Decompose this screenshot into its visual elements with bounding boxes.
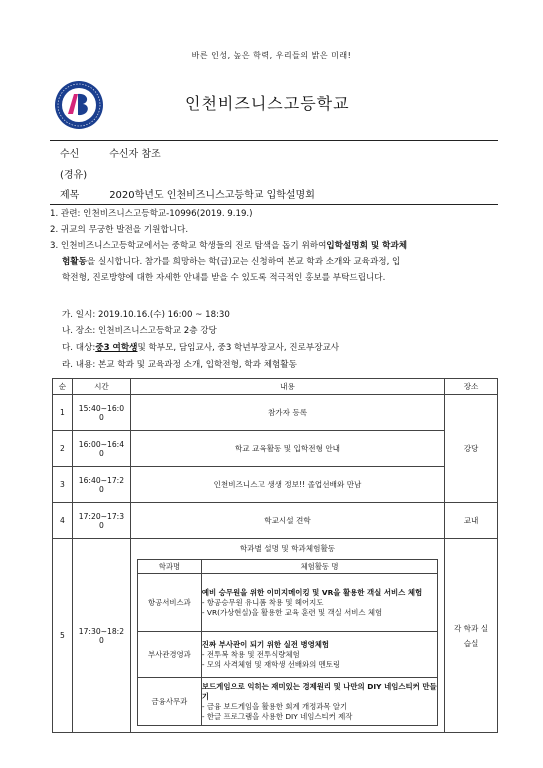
row-place: 각 학과 실습실 <box>445 539 498 733</box>
detail-target-prefix: 다. 대상: <box>62 343 96 353</box>
detail-date: 가. 일시: 2019.10.16.(수) 16:00 ~ 18:30 <box>62 310 230 320</box>
table-row <box>53 503 498 539</box>
detail-place: 나. 장소: 인천비즈니스고등학교 2층 강당 <box>62 326 217 336</box>
detail-target-highlight: 중3 여학생 <box>95 343 138 353</box>
row-place: 강당 <box>445 395 498 503</box>
row-no: 5 <box>53 539 73 733</box>
detail-target-suffix: 및 학부모, 담임교사, 중3 학년부장교사, 진로부장교사 <box>137 343 340 353</box>
activity-dept: 부사관경영과 <box>137 632 201 678</box>
table-header-row <box>53 379 498 395</box>
activity-desc: 예비 승무원을 위한 이미지메이킹 및 VR을 활용한 객실 서비스 체험 - 항공승무원 유니폼 착용 및 헤어지도 - VR(가상현실)을 활용한 교육 훈련 및 객실 서비스 체험 <box>201 574 437 632</box>
row-content: 인천비즈니스고 생생 정보!! 졸업선배와 만남 <box>130 467 444 503</box>
row-content <box>130 539 444 733</box>
activity-desc: 보드게임으로 익히는 재미있는 경제원리 및 나만의 DIY 네임스티커 만들기 - 금융 보드게임을 활용한 회계 개정과목 알기 - 한글 프로그램을 사용한 DIY 네임스티커 제작 <box>201 678 437 726</box>
row-5-title: 학과별 설명 및 학과체험활동 <box>239 544 336 553</box>
row-time: 17:30~18:2 0 <box>72 539 130 733</box>
divider <box>50 204 498 205</box>
header-time: 시간 <box>72 379 130 395</box>
body-item-1: 1. 관련: 인천비즈니스고등학교-10996(2019. 9.19.) <box>50 209 253 219</box>
recipient-label: 수신 <box>60 149 80 160</box>
table-row <box>53 539 498 733</box>
subject-value: 2020학년도 인천비즈니스고등학교 입학설명회 <box>109 190 315 201</box>
row-no: 1 <box>53 395 73 431</box>
schedule-table <box>52 378 498 733</box>
school-emblem-icon <box>54 80 104 130</box>
body-item-3-emphasis-2: 험활동 <box>62 257 87 267</box>
header-content: 내용 <box>130 379 444 395</box>
activity-table <box>137 559 438 726</box>
activity-header-dept: 학과명 <box>137 560 201 574</box>
row-place: 교내 <box>445 503 498 539</box>
via-row <box>60 166 87 181</box>
activity-header-row <box>137 560 437 574</box>
body-item-3-line2 <box>62 255 512 269</box>
via-label: (경유) <box>60 170 88 181</box>
body-item-3-text: 3. 인천비즈니스고등학교에서는 중학교 학생들의 진로 탐색을 돕기 위하여 <box>50 241 327 251</box>
recipient-value: 수신자 참조 <box>109 149 161 160</box>
header-no: 순 <box>53 379 73 395</box>
activity-header-name: 체험활동 명 <box>201 560 437 574</box>
row-time: 16:40~17:2 0 <box>72 467 130 503</box>
row-time: 15:40~16:0 0 <box>72 395 130 431</box>
body-item-2: 2. 귀교의 무궁한 발전을 기원합니다. <box>50 225 189 235</box>
recipient-row <box>60 145 161 160</box>
header-place: 장소 <box>445 379 498 395</box>
activity-dept: 금융사무과 <box>137 678 201 726</box>
body-item-3 <box>50 239 500 253</box>
body-item-3-line3: 학전형, 진로방향에 대한 자세한 안내를 받을 수 있도록 적극적인 홍보를 부탁드립니다. <box>62 273 386 283</box>
row-no: 2 <box>53 431 73 467</box>
activity-row <box>137 678 437 726</box>
activity-dept: 항공서비스과 <box>137 574 201 632</box>
table-row <box>53 467 498 503</box>
activity-desc: 진짜 부사관이 되기 위한 실전 병영체험 - 전투복 착용 및 전투식량체험 - 모의 사격체험 및 재학생 선배와의 멘토링 <box>201 632 437 678</box>
body-item-3-emphasis: 입학설명회 및 학과체 <box>326 241 408 251</box>
divider <box>50 140 498 141</box>
row-no: 4 <box>53 503 73 539</box>
subject-row <box>60 186 315 201</box>
subject-label: 제목 <box>60 190 80 201</box>
row-content: 학교 교육활동 및 입학전형 안내 <box>130 431 444 467</box>
row-content: 학교시설 견학 <box>130 503 444 539</box>
row-content: 참가자 등록 <box>130 395 444 431</box>
table-row <box>53 395 498 431</box>
slogan: 바른 인성, 높은 학력, 우리들의 밝은 미래! <box>191 51 352 60</box>
detail-target <box>62 341 339 353</box>
body-item-3-text-2: 을 실시합니다. 참가를 희망하는 학(급)교는 신청하여 본교 학과 소개와 교육과정, 입 <box>86 257 401 267</box>
school-name: 인천비즈니스고등학교 <box>185 94 350 113</box>
row-no: 3 <box>53 467 73 503</box>
activity-row <box>137 574 437 632</box>
row-time: 17:20~17:3 0 <box>72 503 130 539</box>
table-row <box>53 431 498 467</box>
row-time: 16:00~16:4 0 <box>72 431 130 467</box>
activity-row <box>137 632 437 678</box>
detail-content: 라. 내용: 본교 학과 및 교육과정 소개, 입학전형, 학과 체험활동 <box>62 360 297 370</box>
